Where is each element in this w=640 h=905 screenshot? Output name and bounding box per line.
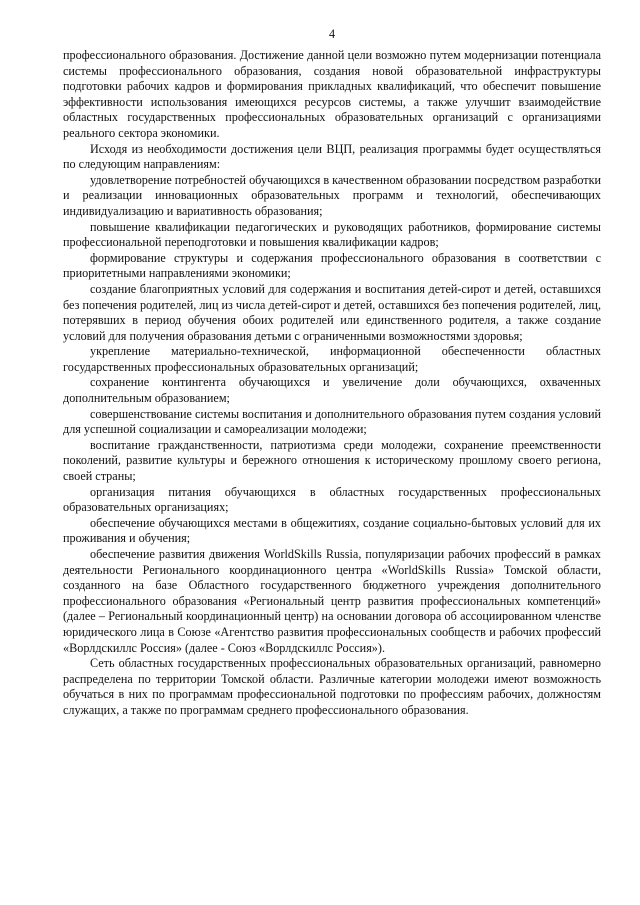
paragraph-network: Сеть областных государственных профессиональных образовательных организаций, равномерно распределена по территории Томской области. Различные категории молодежи имеют возможность обучаться в них по программам профессиональной подготовки по профессиям рабочих, должностям служащих, а также по программам среднего профессионального образования. <box>63 656 601 717</box>
list-item-direction: обеспечение развития движения WorldSkills Russia, популяризации рабочих профессий в рамках деятельности Регионального координационного центра «WorldSkills Russia» Томской области, созданного на базе Областного государственного бюджетного учреждения дополнительного профессионального образования «Региональный центр развития профессиональных компетенций» (далее – Региональный координационный центр) на основании договора об ассоциированном членстве юридического лица в Союзе «Агентство развития профессиональных сообществ и рабочих профессий «Ворлдскиллс Россия» (далее - Союз «Ворлдскиллс Россия»). <box>63 547 601 655</box>
list-item-direction: организация питания обучающихся в областных государственных профессиональных образовательных организациях; <box>63 484 601 515</box>
document-page <box>63 26 601 719</box>
list-item-direction: удовлетворение потребностей обучающихся в качественном образовании посредством разработки и реализации инновационных образовательных программ и технологий, обеспечивающих индивидуализацию и вариативность образования; <box>63 172 602 218</box>
list-item-direction: обеспечение обучающихся местами в общежитиях, создание социально-бытовых условий для их проживания и обучения; <box>63 515 601 546</box>
list-item-direction: укрепление материально-технической, информационной обеспеченности областных государственных профессиональных образовательных организаций; <box>63 344 601 374</box>
list-item-direction: создание благоприятных условий для содержания и воспитания детей-сирот и детей, оставшихся без попечения родителей, лиц из числа детей-сирот и детей, оставшихся без попечения родителей, лиц, потерявших в период обучения обоих родителей или единственного родителя, а также создание условий для получения образования детьми с ограниченными возможностями здоровья; <box>63 281 601 343</box>
list-item-direction: повышение квалификации педагогических и руководящих работников, формирование системы профессиональной переподготовки и повышения квалификации кадров; <box>63 219 601 250</box>
paragraph-continuation: профессионального образования. Достижение данной цели возможно путем модернизации потенциала системы профессионального образования, создания новой образовательной инфраструктуры подготовки рабочих кадров и формирования прикладных квалификаций, что обеспечит повышение эффективности использования имеющихся ресурсов системы, а также улучшит взаимодействие областных государственных профессиональных образовательных организаций с организациями реального сектора экономики. <box>63 48 601 140</box>
page-number: 4 <box>328 27 336 41</box>
list-item-direction: формирование структуры и содержания профессионального образования в соответствии с приоритетными направлениями экономики; <box>63 250 601 281</box>
list-item-direction: воспитание гражданственности, патриотизма среди молодежи, сохранение преемственности поколений, развитие культуры и бережного отношения к историческому прошлому своего региона, своей страны; <box>63 437 601 484</box>
paragraph-intro-directions: Исходя из необходимости достижения цели ВЦП, реализация программы будет осуществляться по следующим направлениям: <box>63 141 601 172</box>
list-item-direction: совершенствование системы воспитания и дополнительного образования путем создания условий для успешной социализации и самореализации молодежи; <box>63 406 601 437</box>
list-item-direction: сохранение контингента обучающихся и увеличение доли обучающихся, охваченных дополнительным образованием; <box>63 375 601 406</box>
